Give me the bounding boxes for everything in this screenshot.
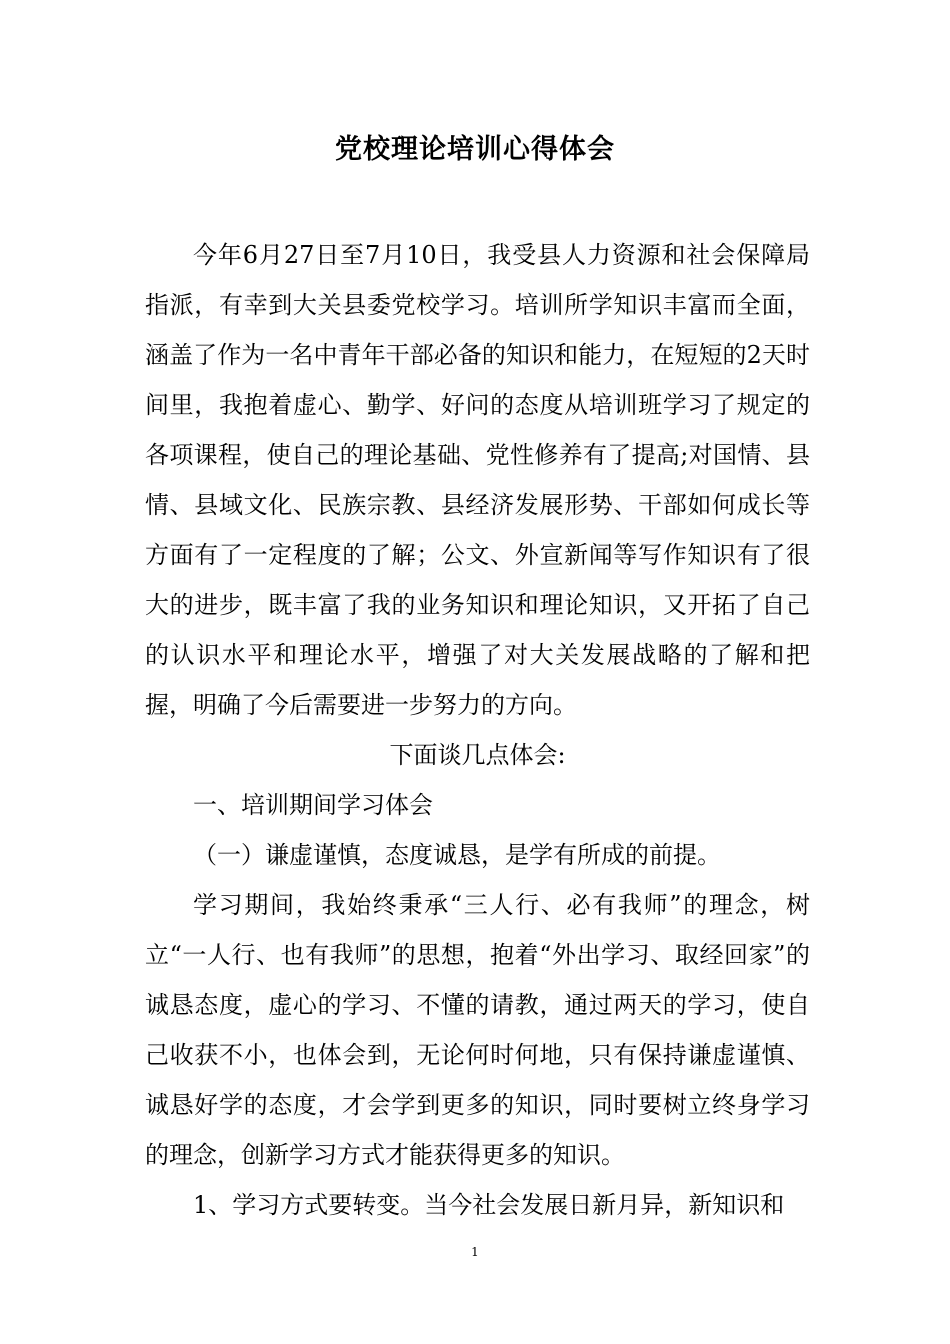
paragraph-point-1: 1、学习方式要转变。当今社会发展日新月异，新知识和 (193, 1191, 785, 1219)
paragraph-intro: 今年6月27日至7月10日，我受县人力资源和社会保障局指派，有幸到大关县委党校学习。培训所学知识丰富而全面，涵盖了作为一名中青年干部必备的知识和能力，在短短的2天时间里，我抱着虚心、勤学、好问的态度从培训班学习了规定的各项课程，使自己的理论基础、党性修养有了提高;对国情、县情、县域文化、民族宗教、县经济发展形势、干部如何成长等方面有了一定程度的了解；公文、外宣新闻等写作知识有了很大的进步，既丰富了我的业务知识和理论知识，又开拓了自己的认识水平和理论水平，增强了对大关发展战略的了解和把握，明确了今后需要进一步努力的方向。 (145, 241, 810, 719)
subsection-heading: （一）谦虚谨慎，态度诚恳，是学有所成的前提。 (193, 841, 721, 869)
section-heading: 一、培训期间学习体会 (193, 791, 433, 819)
document-title: 党校理论培训心得体会 (335, 134, 615, 165)
paragraph-study-period: 学习期间，我始终秉承“三人行、必有我师”的理念，树立“一人行、也有我师”的思想，抱着“外出学习、取经回家”的诚恳态度，虚心的学习、不懂的请教，通过两天的学习，使自己收获不小，也体会到，无论何时何地，只有保持谦虚谨慎、诚恳好学的态度，才会学到更多的知识，同时要树立终身学习的理念，创新学习方式才能获得更多的知识。 (145, 891, 810, 1169)
page-number: 1 (471, 1245, 479, 1259)
document-body (145, 230, 810, 1230)
paragraph-transition: 下面谈几点体会: (389, 741, 566, 769)
